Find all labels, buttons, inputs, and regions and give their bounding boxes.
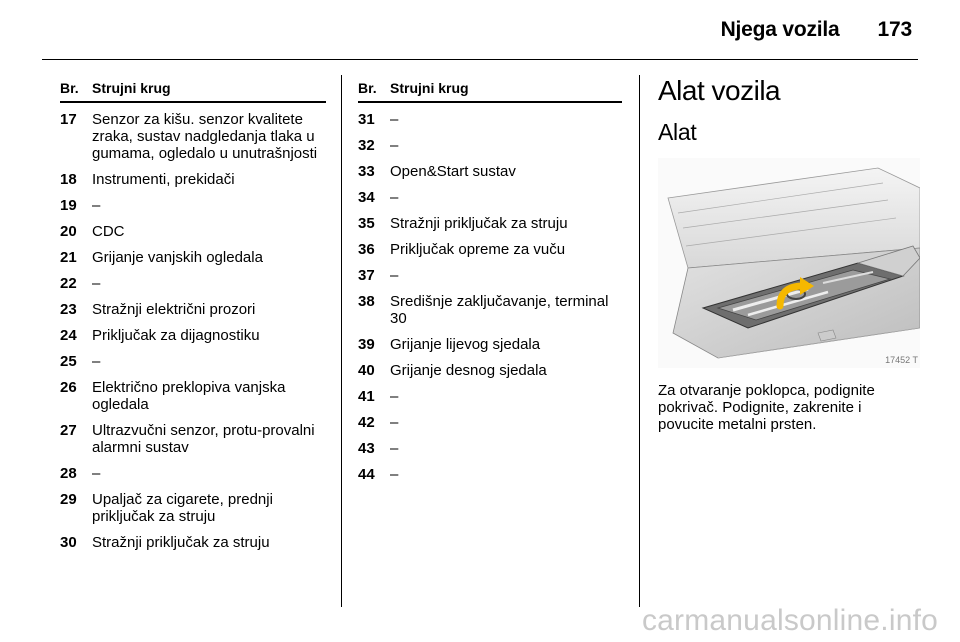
table-header: [358, 80, 622, 103]
table-row: [358, 440, 622, 457]
fuse-number: 33: [358, 163, 375, 180]
table-row: [358, 414, 622, 431]
fuse-number: 20: [60, 223, 77, 240]
table-row: [358, 215, 622, 232]
fuse-number: 39: [358, 336, 375, 353]
table-row: [358, 163, 622, 180]
fuse-number: 17: [60, 111, 77, 128]
table-row: [60, 534, 326, 551]
circuit-description: –: [92, 353, 101, 370]
tool-compartment-illustration: [658, 158, 920, 368]
circuit-description: –: [390, 414, 399, 431]
circuit-description: –: [92, 275, 101, 292]
circuit-description: –: [390, 466, 399, 483]
fuse-number: 18: [60, 171, 77, 188]
table-row: [60, 327, 326, 344]
circuit-description: –: [390, 137, 399, 154]
fuse-number: 44: [358, 466, 375, 483]
fuse-number: 32: [358, 137, 375, 154]
fuse-number: 22: [60, 275, 77, 292]
fuse-number: 24: [60, 327, 77, 344]
circuit-description: –: [92, 465, 101, 482]
table-row: [60, 301, 326, 318]
circuit-description: Ultrazvučni senzor, protu-provalni alarmni sustav: [92, 422, 315, 456]
instruction-paragraph: Za otvaranje poklopca, podignite pokrivač. Podignite, zakrenite i povucite metalni prsten.: [658, 382, 875, 433]
chapter-title: Njega vozila: [720, 18, 840, 41]
circuit-description: Stražnji priključak za struju: [390, 215, 568, 232]
circuit-description: –: [92, 197, 101, 214]
table-body: [358, 103, 622, 483]
fuse-number: 26: [60, 379, 77, 396]
column-header-number: Br.: [358, 80, 377, 96]
table-row: [358, 388, 622, 405]
circuit-description: –: [390, 388, 399, 405]
fuse-number: 28: [60, 465, 77, 482]
table-row: [60, 491, 326, 525]
circuit-description: Grijanje desnog sjedala: [390, 362, 547, 379]
circuit-description: Instrumenti, prekidači: [92, 171, 235, 188]
watermark: carmanualsonline.info: [641, 604, 938, 637]
circuit-description: –: [390, 267, 399, 284]
circuit-description: Središnje zaključavanje, terminal 30: [390, 293, 609, 327]
fuse-number: 19: [60, 197, 77, 214]
fuse-number: 41: [358, 388, 375, 405]
fuse-number: 34: [358, 189, 375, 206]
circuit-description: Grijanje vanjskih ogledala: [92, 249, 263, 266]
fuse-number: 31: [358, 111, 375, 128]
section-heading: Alat vozila: [658, 75, 781, 106]
circuit-description: Stražnji priključak za struju: [92, 534, 270, 551]
trunk-floor-drawing: [658, 158, 920, 368]
circuit-description: –: [390, 189, 399, 206]
table-row: [60, 171, 326, 188]
column-header-number: Br.: [60, 80, 79, 96]
table-row: [358, 293, 622, 327]
fuse-table-middle: [358, 80, 622, 483]
table-row: [358, 362, 622, 379]
fuse-number: 29: [60, 491, 77, 508]
column-header-circuit: Strujni krug: [390, 80, 469, 96]
circuit-description: CDC: [92, 223, 125, 240]
table-row: [60, 379, 326, 413]
fuse-number: 37: [358, 267, 375, 284]
circuit-description: Priključak za dijagnostiku: [92, 327, 260, 344]
page-number: 173: [877, 18, 912, 41]
column-header-circuit: Strujni krug: [92, 80, 171, 96]
fuse-number: 43: [358, 440, 375, 457]
table-row: [358, 137, 622, 154]
circuit-description: Upaljač za cigarete, prednji priključak za struju: [92, 491, 273, 525]
table-row: [60, 197, 326, 214]
table-row: [60, 223, 326, 240]
fuse-number: 42: [358, 414, 375, 431]
tools-section: [658, 74, 920, 433]
fuse-number: 23: [60, 301, 77, 318]
table-row: [358, 267, 622, 284]
column-divider-1: [341, 75, 342, 607]
page-header-title: [721, 18, 912, 42]
fuse-table-left: [60, 80, 326, 551]
fuse-number: 25: [60, 353, 77, 370]
figure-number: 17452 T: [885, 355, 918, 365]
table-row: [60, 249, 326, 266]
circuit-description: –: [390, 440, 399, 457]
fuse-number: 30: [60, 534, 77, 551]
table-header: [60, 80, 326, 103]
fuse-number: 21: [60, 249, 77, 266]
circuit-description: Open&Start sustav: [390, 163, 516, 180]
table-row: [358, 111, 622, 128]
fuse-number: 27: [60, 422, 77, 439]
circuit-description: Električno preklopiva vanjska ogledala: [92, 379, 286, 413]
table-row: [60, 465, 326, 482]
table-body: [60, 103, 326, 551]
circuit-description: Grijanje lijevog sjedala: [390, 336, 541, 353]
table-row: [358, 189, 622, 206]
column-divider-2: [639, 75, 640, 607]
table-row: [358, 241, 622, 258]
fuse-number: 36: [358, 241, 375, 258]
table-row: [60, 353, 326, 370]
circuit-description: –: [390, 111, 399, 128]
fuse-number: 35: [358, 215, 375, 232]
fuse-number: 40: [358, 362, 375, 379]
table-row: [60, 111, 326, 162]
table-row: [60, 275, 326, 292]
table-row: [358, 336, 622, 353]
fuse-number: 38: [358, 293, 375, 310]
circuit-description: Priključak opreme za vuču: [390, 241, 566, 258]
table-row: [60, 422, 326, 456]
header-rule: [42, 59, 918, 60]
section-subheading: Alat: [658, 119, 697, 145]
circuit-description: Senzor za kišu. senzor kvalitete zraka, sustav nadgledanja tlaka u gumama, ogledalo u unutrašnjosti: [92, 111, 318, 162]
table-row: [358, 466, 622, 483]
circuit-description: Stražnji električni prozori: [92, 301, 256, 318]
